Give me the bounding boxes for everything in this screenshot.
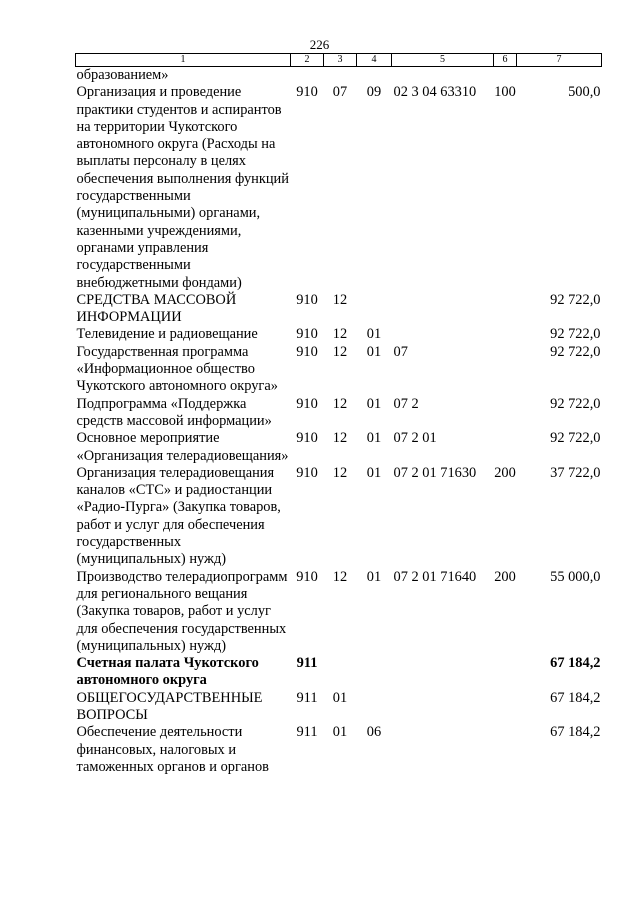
row-admin-code-cell: 910 <box>296 291 318 308</box>
row-expense-type-cell: 100 <box>494 84 516 101</box>
row-amount-cell: 37 722,0 <box>550 464 601 481</box>
row-subsection-cell: 01 <box>366 464 382 481</box>
column-header: 3 <box>324 54 357 67</box>
row-subsection-cell: 09 <box>366 84 382 101</box>
row-subsection-cell: 06 <box>366 724 382 741</box>
row-amount-cell: 500,0 <box>568 84 601 101</box>
table-row <box>76 690 602 725</box>
row-expense-type-cell <box>494 344 517 396</box>
row-admin-code-cell: 911 <box>296 689 318 706</box>
row-amount-cell: 67 184,2 <box>550 724 601 741</box>
table-row <box>76 569 602 655</box>
row-target-article-cell <box>392 292 494 327</box>
row-subsection-cell: 01 <box>366 343 382 360</box>
column-header: 5 <box>392 54 494 67</box>
table-row <box>76 326 602 343</box>
row-amount-cell: 92 722,0 <box>550 343 601 360</box>
row-admin-code-cell: 910 <box>296 343 318 360</box>
row-amount-cell: 92 722,0 <box>550 326 601 343</box>
row-target-article-cell: 07 2 01 71640 <box>393 568 477 585</box>
row-expense-type-cell: 200 <box>494 568 516 585</box>
row-name-cell: Обеспечение деятельности финансовых, налоговых и таможенных органов и органов <box>76 724 269 775</box>
column-header: 2 <box>291 54 324 67</box>
row-admin-code-cell <box>291 67 324 85</box>
row-section-cell: 07 <box>332 84 348 101</box>
row-name-cell: Телевидение и радиовещание <box>76 326 258 343</box>
row-target-article-cell <box>392 655 494 690</box>
table-row <box>76 655 602 690</box>
row-expense-type-cell <box>494 396 517 431</box>
table-row <box>76 396 602 431</box>
row-target-article-cell: 07 <box>393 343 408 360</box>
row-section-cell: 01 <box>332 689 348 706</box>
row-name-cell: Счетная палата Чукотского автономного округа <box>76 655 259 689</box>
row-name-cell: Подпрограмма «Поддержка средств массовой информации» <box>76 395 272 429</box>
row-target-article-cell: 07 2 01 <box>393 430 437 447</box>
row-amount-cell: 92 722,0 <box>550 430 601 447</box>
page-number: 226 <box>309 37 330 52</box>
table-row <box>76 67 602 85</box>
row-amount-cell: 67 184,2 <box>550 655 601 672</box>
row-section-cell: 12 <box>332 326 348 343</box>
row-amount-cell: 92 722,0 <box>550 291 601 308</box>
row-subsection-cell <box>357 67 392 85</box>
table-row <box>76 724 602 776</box>
row-expense-type-cell <box>494 655 517 690</box>
row-admin-code-cell: 911 <box>296 724 318 741</box>
row-amount-cell: 55 000,0 <box>550 568 601 585</box>
table-row <box>76 84 602 292</box>
row-subsection-cell <box>357 292 392 327</box>
row-expense-type-cell <box>494 430 517 465</box>
row-name-cell: ОБЩЕГОСУДАРСТВЕННЫЕ ВОПРОСЫ <box>76 689 263 723</box>
row-expense-type-cell <box>494 724 517 776</box>
row-admin-code-cell: 910 <box>296 395 318 412</box>
table-header-row <box>76 54 602 67</box>
row-name-cell: Основное мероприятие «Организация телерадиовещания» <box>76 430 289 464</box>
table-row <box>76 465 602 569</box>
row-section-cell: 12 <box>332 343 348 360</box>
row-expense-type-cell: 200 <box>494 464 516 481</box>
row-subsection-cell <box>357 690 392 725</box>
row-admin-code-cell: 910 <box>296 430 318 447</box>
row-expense-type-cell <box>494 326 517 343</box>
row-amount-cell: 67 184,2 <box>550 689 601 706</box>
row-section-cell: 01 <box>332 724 348 741</box>
row-section-cell <box>324 67 357 85</box>
row-section-cell <box>324 655 357 690</box>
table-row <box>76 430 602 465</box>
row-expense-type-cell <box>494 292 517 327</box>
row-name-cell: образованием» <box>76 67 169 83</box>
row-amount-cell: 92 722,0 <box>550 395 601 412</box>
row-target-article-cell: 07 2 <box>393 395 419 412</box>
row-target-article-cell <box>392 67 494 85</box>
row-subsection-cell: 01 <box>366 430 382 447</box>
row-subsection-cell: 01 <box>366 395 382 412</box>
table-row <box>76 344 602 396</box>
row-admin-code-cell: 910 <box>296 326 318 343</box>
row-admin-code-cell: 910 <box>296 568 318 585</box>
column-header: 7 <box>517 54 602 67</box>
row-section-cell: 12 <box>332 395 348 412</box>
row-subsection-cell <box>357 655 392 690</box>
row-target-article-cell: 07 2 01 71630 <box>393 464 477 481</box>
row-target-article-cell <box>392 326 494 343</box>
row-name-cell: Организация и проведение практики студентов и аспирантов на территории Чукотского автономного округа (Расходы на выплаты персоналу в целях обеспечения выполнения функций государственными (муниципальными) органами, казенными учреждениями, органами управления государственными внебюджетными фондами) <box>76 84 289 291</box>
row-target-article-cell: 02 3 04 63310 <box>393 84 477 101</box>
row-expense-type-cell <box>494 67 517 85</box>
column-header: 6 <box>494 54 517 67</box>
row-section-cell: 12 <box>332 464 348 481</box>
row-target-article-cell <box>392 724 494 776</box>
row-amount-cell <box>517 67 602 85</box>
row-admin-code-cell: 910 <box>296 464 318 481</box>
row-section-cell: 12 <box>332 430 348 447</box>
budget-table <box>75 53 602 776</box>
row-subsection-cell: 01 <box>366 326 382 343</box>
row-subsection-cell: 01 <box>366 568 382 585</box>
row-name-cell: СРЕДСТВА МАССОВОЙ ИНФОРМАЦИИ <box>76 291 237 326</box>
row-expense-type-cell <box>494 690 517 725</box>
row-name-cell: Организация телерадиовещания каналов «СТС» и радиостанции «Радио-Пурга» (Закупка товаров, работ и услуг для обеспечения государственных (муниципальных) нужд) <box>76 464 281 568</box>
table-row <box>76 292 602 327</box>
column-header: 1 <box>76 54 291 67</box>
column-header: 4 <box>357 54 392 67</box>
row-name-cell: Государственная программа «Информационное общество Чукотского автономного округа» <box>76 343 278 395</box>
row-name-cell: Производство телерадиопрограмм для регионального вещания (Закупка товаров, работ и услуг для обеспечения государственных (муниципальных) нужд) <box>76 568 288 654</box>
row-admin-code-cell: 911 <box>296 655 318 672</box>
row-target-article-cell <box>392 690 494 725</box>
row-section-cell: 12 <box>332 291 348 308</box>
row-admin-code-cell: 910 <box>296 84 318 101</box>
row-section-cell: 12 <box>332 568 348 585</box>
